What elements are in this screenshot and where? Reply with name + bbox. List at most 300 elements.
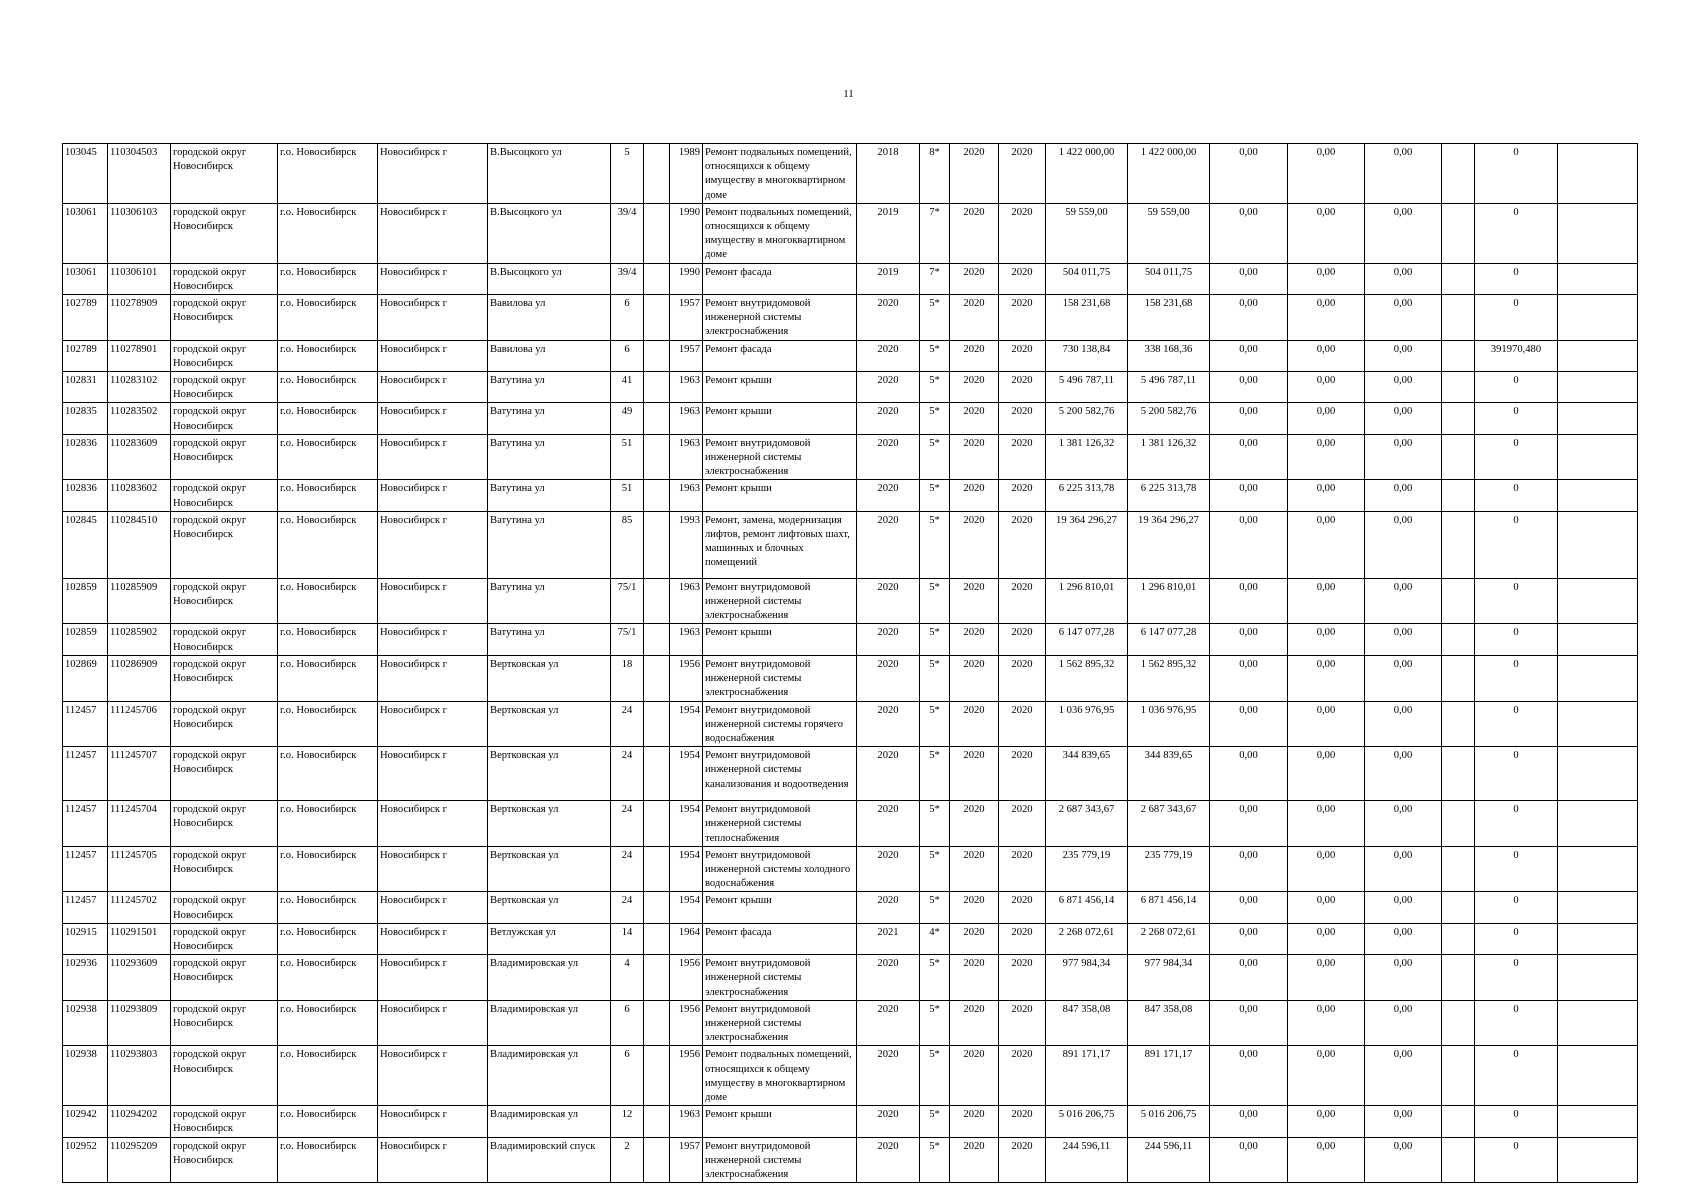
table-row bbox=[63, 892, 1638, 923]
cell-federal-cost: 0,00 bbox=[1210, 923, 1288, 954]
cell-local-cost: 0,00 bbox=[1365, 1046, 1442, 1106]
cell-extra bbox=[1442, 701, 1475, 747]
cell-municipal-unit: г.о. Новосибирск bbox=[278, 701, 378, 747]
cell-note-mark: 7* bbox=[920, 263, 950, 294]
cell-end-year: 2020 bbox=[999, 1000, 1046, 1046]
cell-extra bbox=[1442, 892, 1475, 923]
cell-city: Новосибирск г bbox=[378, 295, 488, 341]
cell-end-year: 2020 bbox=[999, 144, 1046, 204]
cell-work-type: Ремонт подвальных помещений, относящихся к общему имуществу в многоквартирном доме bbox=[703, 144, 857, 204]
cell-owner-cost: 0 bbox=[1475, 578, 1558, 624]
cell-municipal-unit: г.о. Новосибирск bbox=[278, 203, 378, 263]
cell-end-year: 2020 bbox=[999, 340, 1046, 371]
cell-work-type: Ремонт подвальных помещений, относящихся к общему имуществу в многоквартирном доме bbox=[703, 203, 857, 263]
cell-local-cost: 0,00 bbox=[1365, 892, 1442, 923]
cell-owner-cost: 0 bbox=[1475, 846, 1558, 892]
cell-street: В.Высоцкого ул bbox=[488, 203, 611, 263]
cell-extra bbox=[1442, 480, 1475, 511]
cell-street: Ватутина ул bbox=[488, 624, 611, 655]
cell-total-cost: 730 138,84 bbox=[1046, 340, 1128, 371]
cell-city: Новосибирск г bbox=[378, 701, 488, 747]
cell-building bbox=[644, 747, 670, 801]
cell-city: Новосибирск г bbox=[378, 655, 488, 701]
cell-house-number: 5 bbox=[611, 144, 644, 204]
cell-extra bbox=[1442, 578, 1475, 624]
cell-note-mark: 5* bbox=[920, 701, 950, 747]
cell-owner-cost: 0 bbox=[1475, 1106, 1558, 1137]
table-row bbox=[63, 747, 1638, 801]
cell-regional-cost: 0,00 bbox=[1288, 340, 1365, 371]
cell-start-year: 2020 bbox=[950, 1046, 999, 1106]
cell-reserve bbox=[1558, 892, 1638, 923]
cell-municipality: городской округ Новосибирск bbox=[171, 624, 278, 655]
cell-note-mark: 5* bbox=[920, 624, 950, 655]
cell-local-cost: 0,00 bbox=[1365, 846, 1442, 892]
cell-house-id: 102845 bbox=[63, 511, 108, 578]
cell-fund-cost: 2 268 072,61 bbox=[1128, 923, 1210, 954]
cell-house-id: 102831 bbox=[63, 372, 108, 403]
cell-build-year: 1954 bbox=[670, 846, 703, 892]
cell-note-mark: 7* bbox=[920, 203, 950, 263]
cell-planned-year: 2020 bbox=[857, 846, 920, 892]
cell-start-year: 2020 bbox=[950, 403, 999, 434]
cell-work-id: 111245705 bbox=[108, 846, 171, 892]
cell-work-id: 110285902 bbox=[108, 624, 171, 655]
cell-municipality: городской округ Новосибирск bbox=[171, 403, 278, 434]
table-body bbox=[63, 144, 1638, 1183]
cell-work-id: 110284510 bbox=[108, 511, 171, 578]
cell-municipal-unit: г.о. Новосибирск bbox=[278, 846, 378, 892]
cell-owner-cost: 0 bbox=[1475, 144, 1558, 204]
cell-work-id: 110306101 bbox=[108, 263, 171, 294]
cell-municipality: городской округ Новосибирск bbox=[171, 747, 278, 801]
cell-house-id: 102936 bbox=[63, 955, 108, 1001]
cell-extra bbox=[1442, 747, 1475, 801]
cell-street: Ватутина ул bbox=[488, 372, 611, 403]
cell-owner-cost: 0 bbox=[1475, 511, 1558, 578]
cell-house-id: 112457 bbox=[63, 747, 108, 801]
cell-planned-year: 2019 bbox=[857, 203, 920, 263]
cell-build-year: 1963 bbox=[670, 480, 703, 511]
cell-building bbox=[644, 1046, 670, 1106]
cell-local-cost: 0,00 bbox=[1365, 340, 1442, 371]
cell-municipality: городской округ Новосибирск bbox=[171, 578, 278, 624]
cell-note-mark: 5* bbox=[920, 403, 950, 434]
cell-house-id: 112457 bbox=[63, 846, 108, 892]
cell-city: Новосибирск г bbox=[378, 1046, 488, 1106]
cell-building bbox=[644, 480, 670, 511]
table-row bbox=[63, 340, 1638, 371]
cell-start-year: 2020 bbox=[950, 801, 999, 847]
cell-city: Новосибирск г bbox=[378, 1000, 488, 1046]
cell-end-year: 2020 bbox=[999, 511, 1046, 578]
cell-reserve bbox=[1558, 480, 1638, 511]
cell-work-type: Ремонт внутридомовой инженерной системы электроснабжения bbox=[703, 578, 857, 624]
cell-build-year: 1956 bbox=[670, 655, 703, 701]
cell-house-id: 102869 bbox=[63, 655, 108, 701]
cell-building bbox=[644, 701, 670, 747]
cell-federal-cost: 0,00 bbox=[1210, 846, 1288, 892]
cell-house-number: 6 bbox=[611, 1000, 644, 1046]
cell-reserve bbox=[1558, 655, 1638, 701]
cell-work-type: Ремонт внутридомовой инженерной системы электроснабжения bbox=[703, 1137, 857, 1183]
table-row bbox=[63, 434, 1638, 480]
cell-start-year: 2020 bbox=[950, 624, 999, 655]
cell-planned-year: 2019 bbox=[857, 263, 920, 294]
cell-work-id: 110293609 bbox=[108, 955, 171, 1001]
cell-work-type: Ремонт внутридомовой инженерной системы холодного водоснабжения bbox=[703, 846, 857, 892]
table-row bbox=[63, 1106, 1638, 1137]
cell-reserve bbox=[1558, 295, 1638, 341]
cell-work-type: Ремонт крыши bbox=[703, 624, 857, 655]
cell-local-cost: 0,00 bbox=[1365, 263, 1442, 294]
cell-work-type: Ремонт внутридомовой инженерной системы канализования и водоотведения bbox=[703, 747, 857, 801]
cell-regional-cost: 0,00 bbox=[1288, 747, 1365, 801]
cell-owner-cost: 0 bbox=[1475, 1137, 1558, 1183]
cell-total-cost: 6 147 077,28 bbox=[1046, 624, 1128, 655]
cell-municipal-unit: г.о. Новосибирск bbox=[278, 372, 378, 403]
cell-house-number: 51 bbox=[611, 480, 644, 511]
cell-owner-cost: 0 bbox=[1475, 801, 1558, 847]
cell-build-year: 1963 bbox=[670, 372, 703, 403]
cell-federal-cost: 0,00 bbox=[1210, 701, 1288, 747]
cell-fund-cost: 5 200 582,76 bbox=[1128, 403, 1210, 434]
cell-federal-cost: 0,00 bbox=[1210, 892, 1288, 923]
cell-planned-year: 2020 bbox=[857, 372, 920, 403]
cell-reserve bbox=[1558, 701, 1638, 747]
cell-regional-cost: 0,00 bbox=[1288, 892, 1365, 923]
cell-total-cost: 2 268 072,61 bbox=[1046, 923, 1128, 954]
cell-house-number: 39/4 bbox=[611, 203, 644, 263]
cell-reserve bbox=[1558, 144, 1638, 204]
cell-planned-year: 2020 bbox=[857, 1137, 920, 1183]
cell-house-number: 6 bbox=[611, 1046, 644, 1106]
cell-planned-year: 2020 bbox=[857, 955, 920, 1001]
cell-fund-cost: 1 036 976,95 bbox=[1128, 701, 1210, 747]
cell-owner-cost: 0 bbox=[1475, 434, 1558, 480]
cell-city: Новосибирск г bbox=[378, 846, 488, 892]
cell-building bbox=[644, 203, 670, 263]
cell-building bbox=[644, 340, 670, 371]
cell-street: В.Высоцкого ул bbox=[488, 263, 611, 294]
cell-street: Ватутина ул bbox=[488, 578, 611, 624]
cell-city: Новосибирск г bbox=[378, 203, 488, 263]
cell-house-number: 24 bbox=[611, 801, 644, 847]
cell-work-id: 110306103 bbox=[108, 203, 171, 263]
cell-regional-cost: 0,00 bbox=[1288, 144, 1365, 204]
cell-federal-cost: 0,00 bbox=[1210, 434, 1288, 480]
cell-extra bbox=[1442, 203, 1475, 263]
cell-street: Вертковская ул bbox=[488, 801, 611, 847]
cell-regional-cost: 0,00 bbox=[1288, 655, 1365, 701]
cell-end-year: 2020 bbox=[999, 372, 1046, 403]
cell-owner-cost: 391970,480 bbox=[1475, 340, 1558, 371]
cell-end-year: 2020 bbox=[999, 263, 1046, 294]
cell-city: Новосибирск г bbox=[378, 578, 488, 624]
cell-house-id: 112457 bbox=[63, 701, 108, 747]
cell-build-year: 1957 bbox=[670, 295, 703, 341]
cell-building bbox=[644, 846, 670, 892]
cell-street: Ватутина ул bbox=[488, 511, 611, 578]
cell-note-mark: 5* bbox=[920, 578, 950, 624]
cell-total-cost: 344 839,65 bbox=[1046, 747, 1128, 801]
cell-work-id: 110293803 bbox=[108, 1046, 171, 1106]
cell-house-number: 85 bbox=[611, 511, 644, 578]
cell-city: Новосибирск г bbox=[378, 403, 488, 434]
cell-federal-cost: 0,00 bbox=[1210, 1106, 1288, 1137]
cell-start-year: 2020 bbox=[950, 434, 999, 480]
cell-total-cost: 1 422 000,00 bbox=[1046, 144, 1128, 204]
cell-end-year: 2020 bbox=[999, 701, 1046, 747]
cell-owner-cost: 0 bbox=[1475, 892, 1558, 923]
cell-total-cost: 59 559,00 bbox=[1046, 203, 1128, 263]
cell-work-type: Ремонт фасада bbox=[703, 263, 857, 294]
cell-reserve bbox=[1558, 1137, 1638, 1183]
table-row bbox=[63, 403, 1638, 434]
cell-federal-cost: 0,00 bbox=[1210, 403, 1288, 434]
cell-note-mark: 5* bbox=[920, 340, 950, 371]
cell-municipality: городской округ Новосибирск bbox=[171, 955, 278, 1001]
cell-build-year: 1990 bbox=[670, 203, 703, 263]
cell-house-id: 102952 bbox=[63, 1137, 108, 1183]
cell-note-mark: 8* bbox=[920, 144, 950, 204]
cell-total-cost: 847 358,08 bbox=[1046, 1000, 1128, 1046]
table-row bbox=[63, 511, 1638, 578]
cell-build-year: 1963 bbox=[670, 434, 703, 480]
cell-work-type: Ремонт фасада bbox=[703, 923, 857, 954]
cell-reserve bbox=[1558, 511, 1638, 578]
cell-local-cost: 0,00 bbox=[1365, 923, 1442, 954]
cell-note-mark: 5* bbox=[920, 892, 950, 923]
cell-work-type: Ремонт крыши bbox=[703, 403, 857, 434]
cell-owner-cost: 0 bbox=[1475, 203, 1558, 263]
cell-end-year: 2020 bbox=[999, 846, 1046, 892]
cell-note-mark: 5* bbox=[920, 1000, 950, 1046]
cell-work-type: Ремонт крыши bbox=[703, 372, 857, 403]
cell-work-id: 111245702 bbox=[108, 892, 171, 923]
cell-start-year: 2020 bbox=[950, 655, 999, 701]
cell-municipality: городской округ Новосибирск bbox=[171, 923, 278, 954]
cell-regional-cost: 0,00 bbox=[1288, 624, 1365, 655]
cell-house-id: 102859 bbox=[63, 624, 108, 655]
cell-municipality: городской округ Новосибирск bbox=[171, 295, 278, 341]
cell-regional-cost: 0,00 bbox=[1288, 955, 1365, 1001]
cell-work-id: 110286909 bbox=[108, 655, 171, 701]
cell-local-cost: 0,00 bbox=[1365, 434, 1442, 480]
cell-regional-cost: 0,00 bbox=[1288, 295, 1365, 341]
cell-end-year: 2020 bbox=[999, 923, 1046, 954]
cell-note-mark: 5* bbox=[920, 846, 950, 892]
cell-reserve bbox=[1558, 1000, 1638, 1046]
cell-planned-year: 2020 bbox=[857, 295, 920, 341]
cell-build-year: 1963 bbox=[670, 1106, 703, 1137]
cell-municipal-unit: г.о. Новосибирск bbox=[278, 403, 378, 434]
cell-building bbox=[644, 372, 670, 403]
cell-owner-cost: 0 bbox=[1475, 747, 1558, 801]
cell-municipal-unit: г.о. Новосибирск bbox=[278, 747, 378, 801]
cell-city: Новосибирск г bbox=[378, 801, 488, 847]
cell-start-year: 2020 bbox=[950, 1106, 999, 1137]
cell-city: Новосибирск г bbox=[378, 747, 488, 801]
cell-house-id: 102789 bbox=[63, 295, 108, 341]
cell-fund-cost: 6 871 456,14 bbox=[1128, 892, 1210, 923]
cell-extra bbox=[1442, 1000, 1475, 1046]
cell-extra bbox=[1442, 846, 1475, 892]
cell-fund-cost: 1 422 000,00 bbox=[1128, 144, 1210, 204]
table-row bbox=[63, 295, 1638, 341]
cell-city: Новосибирск г bbox=[378, 1106, 488, 1137]
table-row bbox=[63, 923, 1638, 954]
cell-building bbox=[644, 923, 670, 954]
cell-building bbox=[644, 892, 670, 923]
cell-reserve bbox=[1558, 1046, 1638, 1106]
cell-street: Вертковская ул bbox=[488, 655, 611, 701]
cell-work-type: Ремонт внутридомовой инженерной системы электроснабжения bbox=[703, 434, 857, 480]
cell-build-year: 1956 bbox=[670, 1046, 703, 1106]
cell-house-id: 103061 bbox=[63, 203, 108, 263]
cell-planned-year: 2020 bbox=[857, 655, 920, 701]
cell-note-mark: 5* bbox=[920, 955, 950, 1001]
cell-building bbox=[644, 1000, 670, 1046]
cell-end-year: 2020 bbox=[999, 801, 1046, 847]
cell-note-mark: 5* bbox=[920, 295, 950, 341]
cell-end-year: 2020 bbox=[999, 955, 1046, 1001]
cell-total-cost: 891 171,17 bbox=[1046, 1046, 1128, 1106]
cell-regional-cost: 0,00 bbox=[1288, 923, 1365, 954]
cell-build-year: 1963 bbox=[670, 403, 703, 434]
cell-building bbox=[644, 144, 670, 204]
cell-city: Новосибирск г bbox=[378, 263, 488, 294]
cell-local-cost: 0,00 bbox=[1365, 955, 1442, 1001]
cell-federal-cost: 0,00 bbox=[1210, 747, 1288, 801]
cell-note-mark: 5* bbox=[920, 434, 950, 480]
cell-local-cost: 0,00 bbox=[1365, 578, 1442, 624]
cell-fund-cost: 338 168,36 bbox=[1128, 340, 1210, 371]
cell-building bbox=[644, 655, 670, 701]
table-row bbox=[63, 263, 1638, 294]
cell-end-year: 2020 bbox=[999, 403, 1046, 434]
cell-house-number: 24 bbox=[611, 892, 644, 923]
cell-building bbox=[644, 801, 670, 847]
cell-city: Новосибирск г bbox=[378, 340, 488, 371]
cell-end-year: 2020 bbox=[999, 480, 1046, 511]
cell-note-mark: 5* bbox=[920, 1137, 950, 1183]
table-row bbox=[63, 846, 1638, 892]
cell-regional-cost: 0,00 bbox=[1288, 801, 1365, 847]
cell-start-year: 2020 bbox=[950, 144, 999, 204]
cell-city: Новосибирск г bbox=[378, 144, 488, 204]
cell-work-id: 110291501 bbox=[108, 923, 171, 954]
cell-federal-cost: 0,00 bbox=[1210, 955, 1288, 1001]
cell-planned-year: 2020 bbox=[857, 434, 920, 480]
cell-work-type: Ремонт крыши bbox=[703, 480, 857, 511]
cell-house-id: 102938 bbox=[63, 1000, 108, 1046]
cell-owner-cost: 0 bbox=[1475, 701, 1558, 747]
table-row bbox=[63, 955, 1638, 1001]
cell-end-year: 2020 bbox=[999, 1137, 1046, 1183]
cell-end-year: 2020 bbox=[999, 747, 1046, 801]
cell-reserve bbox=[1558, 340, 1638, 371]
cell-fund-cost: 344 839,65 bbox=[1128, 747, 1210, 801]
cell-end-year: 2020 bbox=[999, 578, 1046, 624]
cell-start-year: 2020 bbox=[950, 372, 999, 403]
cell-fund-cost: 6 225 313,78 bbox=[1128, 480, 1210, 511]
cell-work-type: Ремонт внутридомовой инженерной системы электроснабжения bbox=[703, 655, 857, 701]
cell-street: Владимировская ул bbox=[488, 955, 611, 1001]
cell-work-type: Ремонт внутридомовой инженерной системы электроснабжения bbox=[703, 295, 857, 341]
cell-municipal-unit: г.о. Новосибирск bbox=[278, 1046, 378, 1106]
cell-build-year: 1954 bbox=[670, 801, 703, 847]
cell-regional-cost: 0,00 bbox=[1288, 701, 1365, 747]
cell-build-year: 1963 bbox=[670, 624, 703, 655]
capital-repair-table bbox=[62, 143, 1638, 1183]
table-row bbox=[63, 480, 1638, 511]
cell-street: Владимировский спуск bbox=[488, 1137, 611, 1183]
cell-house-number: 51 bbox=[611, 434, 644, 480]
cell-start-year: 2020 bbox=[950, 295, 999, 341]
table-row bbox=[63, 372, 1638, 403]
cell-extra bbox=[1442, 144, 1475, 204]
cell-work-type: Ремонт внутридомовой инженерной системы электроснабжения bbox=[703, 955, 857, 1001]
cell-regional-cost: 0,00 bbox=[1288, 1000, 1365, 1046]
cell-total-cost: 6 225 313,78 bbox=[1046, 480, 1128, 511]
cell-municipality: городской округ Новосибирск bbox=[171, 1000, 278, 1046]
cell-reserve bbox=[1558, 403, 1638, 434]
cell-planned-year: 2020 bbox=[857, 624, 920, 655]
cell-build-year: 1964 bbox=[670, 923, 703, 954]
cell-end-year: 2020 bbox=[999, 203, 1046, 263]
cell-total-cost: 6 871 456,14 bbox=[1046, 892, 1128, 923]
cell-end-year: 2020 bbox=[999, 1046, 1046, 1106]
cell-extra bbox=[1442, 434, 1475, 480]
cell-house-id: 102942 bbox=[63, 1106, 108, 1137]
cell-street: Ветлужская ул bbox=[488, 923, 611, 954]
cell-house-number: 2 bbox=[611, 1137, 644, 1183]
cell-extra bbox=[1442, 511, 1475, 578]
cell-fund-cost: 235 779,19 bbox=[1128, 846, 1210, 892]
cell-city: Новосибирск г bbox=[378, 892, 488, 923]
cell-municipal-unit: г.о. Новосибирск bbox=[278, 1106, 378, 1137]
cell-extra bbox=[1442, 923, 1475, 954]
cell-fund-cost: 847 358,08 bbox=[1128, 1000, 1210, 1046]
cell-build-year: 1990 bbox=[670, 263, 703, 294]
cell-total-cost: 1 381 126,32 bbox=[1046, 434, 1128, 480]
cell-local-cost: 0,00 bbox=[1365, 655, 1442, 701]
cell-start-year: 2020 bbox=[950, 747, 999, 801]
cell-planned-year: 2020 bbox=[857, 747, 920, 801]
cell-start-year: 2020 bbox=[950, 1000, 999, 1046]
cell-reserve bbox=[1558, 203, 1638, 263]
cell-work-id: 110283102 bbox=[108, 372, 171, 403]
cell-federal-cost: 0,00 bbox=[1210, 480, 1288, 511]
cell-total-cost: 2 687 343,67 bbox=[1046, 801, 1128, 847]
cell-municipal-unit: г.о. Новосибирск bbox=[278, 144, 378, 204]
table-row bbox=[63, 1046, 1638, 1106]
cell-work-type: Ремонт крыши bbox=[703, 892, 857, 923]
cell-work-id: 110278909 bbox=[108, 295, 171, 341]
cell-total-cost: 1 036 976,95 bbox=[1046, 701, 1128, 747]
cell-building bbox=[644, 434, 670, 480]
cell-federal-cost: 0,00 bbox=[1210, 1046, 1288, 1106]
cell-start-year: 2020 bbox=[950, 203, 999, 263]
cell-work-id: 110304503 bbox=[108, 144, 171, 204]
cell-start-year: 2020 bbox=[950, 578, 999, 624]
cell-work-type: Ремонт, замена, модернизация лифтов, ремонт лифтовых шахт, машинных и блочных помещений bbox=[703, 511, 857, 578]
cell-house-id: 102915 bbox=[63, 923, 108, 954]
cell-end-year: 2020 bbox=[999, 295, 1046, 341]
table-row bbox=[63, 655, 1638, 701]
cell-total-cost: 1 562 895,32 bbox=[1046, 655, 1128, 701]
